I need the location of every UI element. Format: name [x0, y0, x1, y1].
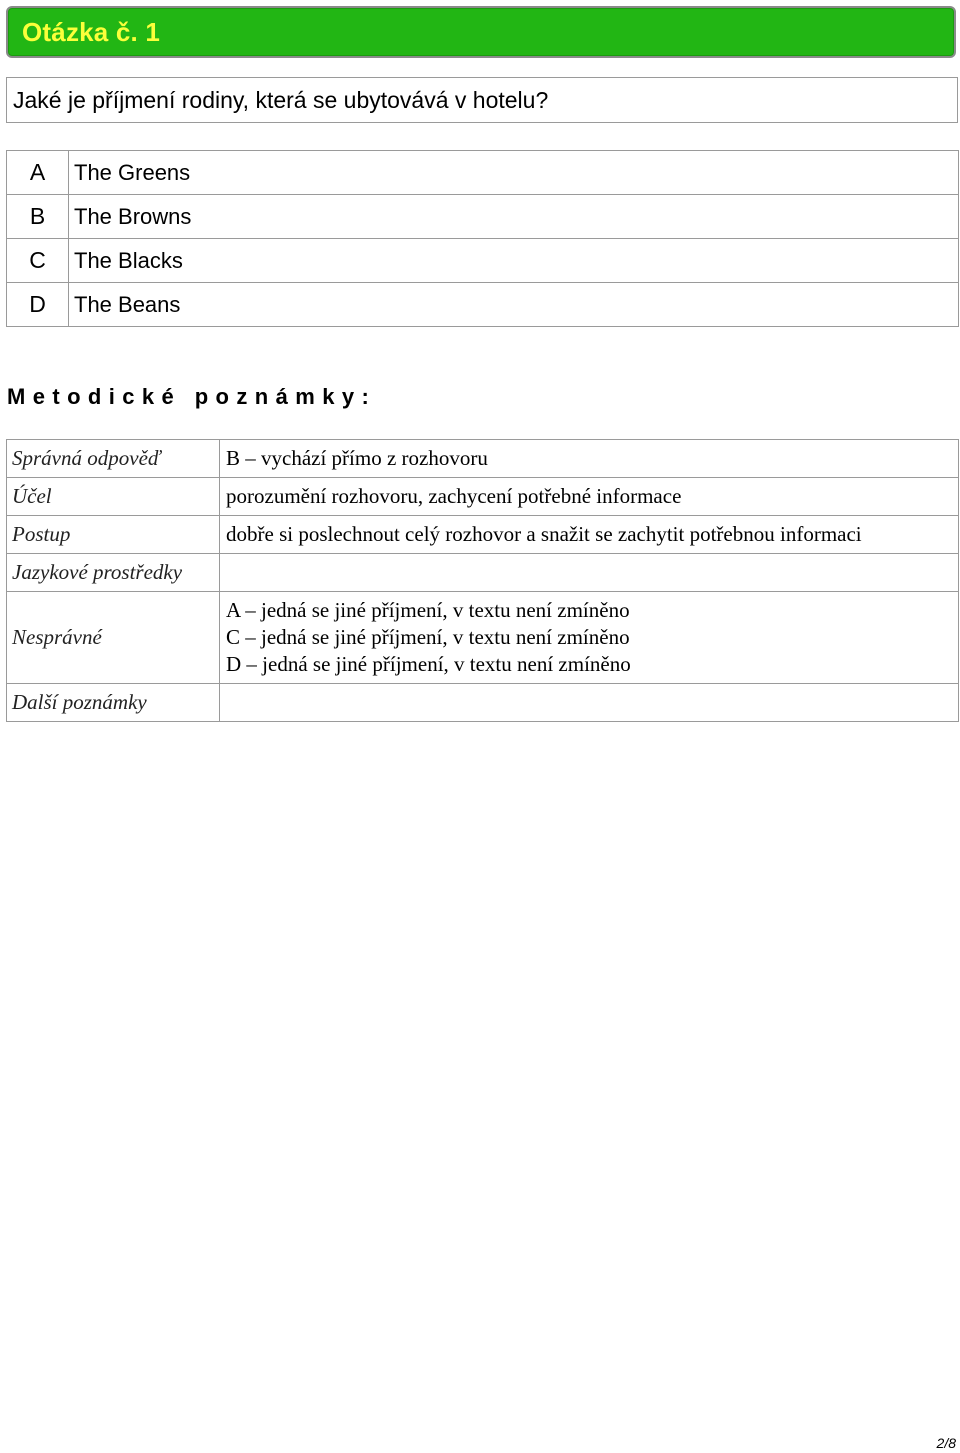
- option-letter: B: [7, 195, 69, 239]
- notes-row-language: [7, 554, 959, 592]
- wrong-answers-value: [220, 592, 959, 684]
- option-text: The Beans: [69, 283, 959, 327]
- option-letter: C: [7, 239, 69, 283]
- answer-option[interactable]: [7, 239, 959, 283]
- wrong-answer-explanation: A – jedná se jiné příjmení, v textu není zmíněno: [226, 598, 630, 622]
- option-letter: A: [7, 151, 69, 195]
- other-notes-value: [220, 684, 959, 722]
- purpose-label: Účel: [7, 478, 220, 516]
- wrong-answers-label: Nesprávné: [7, 592, 220, 684]
- language-means-label: Jazykové prostředky: [7, 554, 220, 592]
- correct-answer-value: B – vychází přímo z rozhovoru: [220, 440, 959, 478]
- option-text: The Greens: [69, 151, 959, 195]
- purpose-value: porozumění rozhovoru, zachycení potřebné informace: [220, 478, 959, 516]
- wrong-answer-explanation: D – jedná se jiné příjmení, v textu není zmíněno: [226, 652, 631, 676]
- question-text: Jaké je příjmení rodiny, která se ubytovává v hotelu?: [6, 77, 958, 123]
- notes-row-correct-answer: [7, 440, 959, 478]
- procedure-value: dobře si poslechnout celý rozhovor a snažit se zachytit potřebnou informaci: [220, 516, 959, 554]
- answer-option[interactable]: [7, 151, 959, 195]
- answer-options-table: [6, 150, 959, 327]
- notes-row-other: [7, 684, 959, 722]
- notes-row-procedure: [7, 516, 959, 554]
- notes-row-purpose: [7, 478, 959, 516]
- methodical-notes-heading: Metodické poznámky:: [7, 384, 377, 409]
- procedure-label: Postup: [7, 516, 220, 554]
- correct-answer-label: Správná odpověď: [7, 440, 220, 478]
- notes-row-wrong: [7, 592, 959, 684]
- answer-option[interactable]: [7, 283, 959, 327]
- option-text: The Browns: [69, 195, 959, 239]
- other-notes-label: Další poznámky: [7, 684, 220, 722]
- answer-option[interactable]: [7, 195, 959, 239]
- question-title: Otázka č. 1: [22, 17, 161, 47]
- option-text: The Blacks: [69, 239, 959, 283]
- page-number: 2/8: [936, 1435, 956, 1451]
- question-header-bar: [6, 6, 956, 58]
- option-letter: D: [7, 283, 69, 327]
- wrong-answer-explanation: C – jedná se jiné příjmení, v textu není zmíněno: [226, 625, 630, 649]
- methodical-notes-table: [6, 439, 959, 722]
- language-means-value: [220, 554, 959, 592]
